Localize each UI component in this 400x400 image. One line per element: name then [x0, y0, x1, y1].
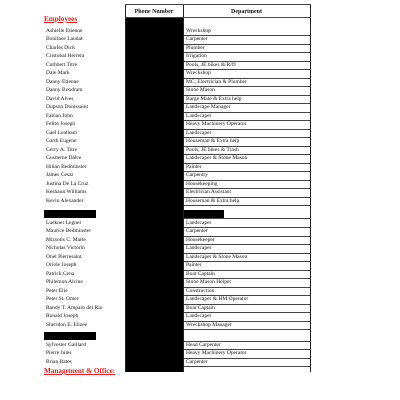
- employee-department: Heavy Machinery Operator: [186, 350, 247, 356]
- employee-department: Barge Mate & Extra help: [186, 95, 242, 102]
- employee-name: Maurice Bedminster: [46, 228, 92, 234]
- employee-department: Housekeeper: [186, 236, 215, 243]
- employee-name: Mizsotis C. Marte: [46, 236, 86, 243]
- employee-name: Sylvester Gaillard: [46, 341, 86, 348]
- employee-department: Houseman & Extra help: [186, 138, 240, 144]
- management-section-title: Management & Office:: [44, 367, 116, 375]
- employee-name: Garth Eugene: [46, 138, 77, 144]
- redacted-name-row-1: [44, 210, 96, 218]
- employee-department: Electrician Assistant: [186, 189, 232, 195]
- header-top-line: [125, 4, 311, 5]
- employee-department: Heavy Machinery Operator: [186, 121, 247, 127]
- employee-name: Ronald Joseph: [46, 313, 79, 319]
- employee-department: Boat Captain: [186, 304, 215, 311]
- employee-department: Wreckshop: [186, 27, 211, 34]
- employee-name: Peter Elie: [46, 287, 68, 294]
- dept-col-right-line: [310, 4, 311, 372]
- employee-department: Irrigation: [186, 53, 207, 59]
- employee-department: Construction: [186, 287, 215, 294]
- employee-name: Pierre Jules: [46, 350, 72, 356]
- employee-name: Brian Bates: [46, 358, 72, 365]
- redacted-dept-cell: [184, 210, 224, 218]
- redacted-phone-block-1: [126, 18, 183, 218]
- employee-name: Danny Etienne: [46, 78, 79, 85]
- employee-department: Carpenter: [186, 358, 208, 365]
- redacted-phone-block-3: [126, 340, 183, 372]
- employee-name: David Alves: [46, 95, 74, 102]
- phone-number-header: Phone Number: [134, 9, 174, 15]
- employee-department: MC, Electrician & Plumber: [186, 78, 247, 85]
- employee-name: Oriole Joseph: [46, 262, 77, 268]
- employee-department: Plumber: [186, 44, 205, 51]
- employee-department: Wreckshop Manager: [186, 321, 232, 328]
- employee-name: Gerry A. Titre: [46, 146, 78, 153]
- employee-department: Landscaper & HM Operator: [186, 296, 249, 302]
- employee-department: Pools, JE bikes & Trash: [186, 146, 239, 153]
- employee-name: James Cesar: [46, 172, 74, 178]
- employee-name: Peter St. Omer: [46, 296, 79, 302]
- employee-name: Randy T. Amparo del Rio: [46, 304, 103, 311]
- employee-department: Wreckshop: [186, 70, 211, 76]
- employee-department: Landscaper & Stone Mason: [186, 155, 248, 161]
- employee-name: Luckner Legner: [46, 219, 82, 226]
- employee-name: Gael Leatham: [46, 129, 77, 136]
- dept-row-line: [184, 329, 310, 330]
- employee-name: Cuthbert Titre: [46, 61, 78, 68]
- employee-department: Painter: [186, 163, 202, 170]
- redacted-name-row-2: [44, 332, 96, 340]
- employee-department: Landscaper: [186, 129, 212, 136]
- employee-department: Pools, JE bikes & R/O: [186, 61, 236, 68]
- employee-department: Houseman & Extra help: [186, 197, 240, 204]
- employee-name: Ashielle Etienne: [46, 27, 83, 34]
- employee-name: Danny Boodram: [46, 87, 83, 93]
- employee-department: Landscaper: [186, 219, 212, 226]
- employee-name: Nicholas Victorin: [46, 245, 85, 251]
- employee-name: Felito Joseph: [46, 121, 76, 127]
- employee-department: Landscaper: [186, 112, 212, 119]
- dept-row-line: [184, 366, 310, 367]
- employee-department: Carpenter: [186, 228, 208, 234]
- employee-name: Charles Dick: [46, 44, 75, 51]
- employee-name: Gusnerne Dalce: [46, 155, 82, 161]
- employee-department: Stone Mason: [186, 87, 215, 93]
- employee-department: Carpentry: [186, 172, 208, 178]
- dept-row-line: [184, 205, 310, 206]
- employee-name: Patrick Cena: [46, 270, 75, 277]
- employee-department: Boat Captain: [186, 270, 215, 277]
- employee-name: Dupson Donissaint: [46, 104, 89, 110]
- employee-name: Onel Pierresaint: [46, 253, 82, 260]
- employee-department: Landscape Manager: [186, 104, 231, 110]
- employee-name: Cristobal Herrera: [46, 53, 85, 59]
- employee-department: Landscaper: [186, 245, 212, 251]
- employee-name: Hilian Bedminster: [46, 163, 87, 170]
- employee-department: Stone Mason Helper: [186, 279, 232, 285]
- employee-name: Sheridon E. Elizee: [46, 321, 88, 328]
- employee-name: Keshaun Williams: [46, 189, 87, 195]
- employee-name: Justina De La Cruz: [46, 180, 89, 187]
- employee-name: Fabian John: [46, 112, 73, 119]
- redacted-phone-block-2: [126, 218, 183, 340]
- employee-department: Landscaper & Stone Mason: [186, 253, 248, 260]
- employee-department: Housekeeping: [186, 180, 218, 187]
- employees-section-title: Employees: [44, 15, 78, 23]
- employee-name: Kevin Alexander: [46, 197, 84, 204]
- employee-name: Philemon Alcine: [46, 279, 83, 285]
- employee-department: Carpenter: [186, 36, 208, 42]
- employee-department: Landscaper: [186, 313, 212, 319]
- department-header: Department: [231, 9, 262, 15]
- employee-department: Head Carpenter: [186, 341, 221, 348]
- employee-name: Boniface Laudat: [46, 36, 83, 42]
- employee-department: Painter: [186, 262, 202, 268]
- employee-name: Dale Mark: [46, 70, 70, 76]
